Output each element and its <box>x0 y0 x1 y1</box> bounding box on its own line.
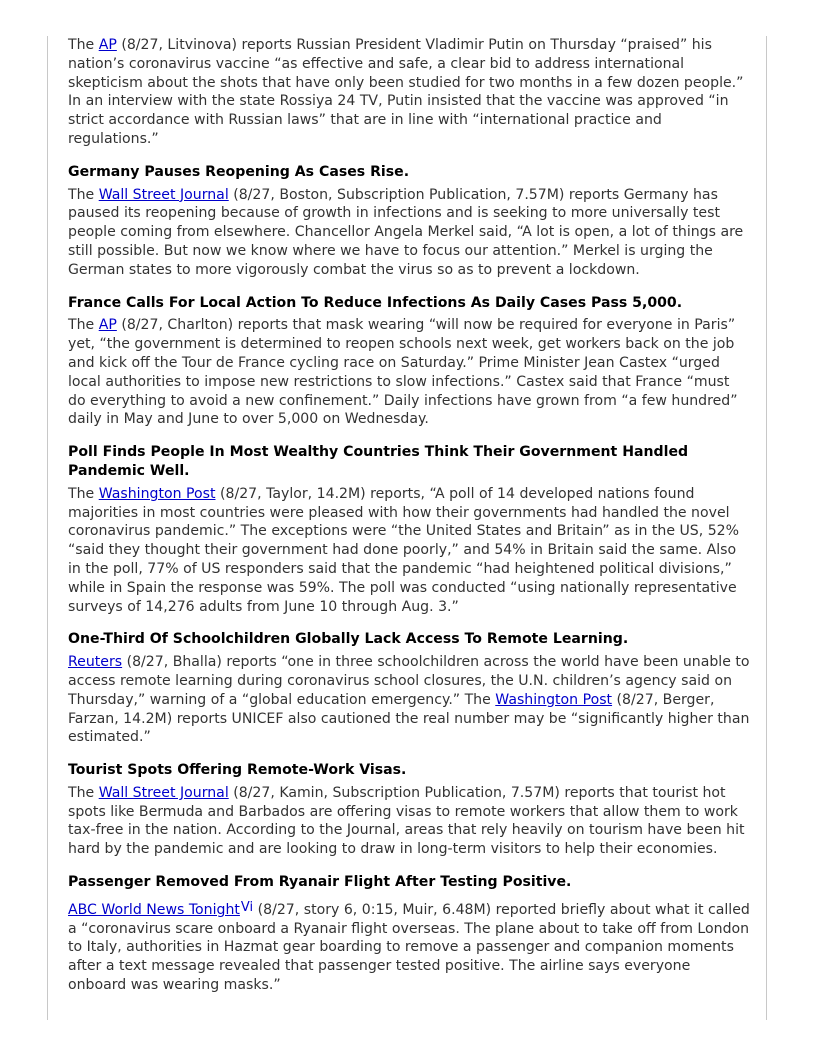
source-link-wsj[interactable]: Wall Street Journal <box>98 186 229 203</box>
headline-germany-pauses: Germany Pauses Reopening As Cases Rise. <box>68 163 410 180</box>
article-body-france: The AP (8/27, Charlton) reports that mask wearing “will now be required for everyone in Paris” yet, “the government is determined to reopen schools next week, get workers back on the job and kick off the Tour de France cycling race on Saturday.” Prime Minister Jean Castex “urged local authorities to impose new restrictions to slow infections.” Castex said that France “must do everything to avoid a new confinement.” Daily infections have grown from “a few hundred” daily in May and June to over 5,000 on Wednesday. <box>68 317 738 428</box>
headline-ryanair-passenger: Passenger Removed From Ryanair Flight After Testing Positive. <box>68 874 572 891</box>
source-link-ap[interactable]: AP <box>98 37 117 53</box>
article-body-schoolchildren: Reuters (8/27, Bhalla) reports “one in three schoolchildren across the world have been unable to access remote learning during coronavirus school closures, the U.N. children’s agency said on Thursday,” warning of a “global education emergency.” The Washington Post (8/27, Berger, Farzan, 14.2M) reports UNICEF also cautioned the real number may be “significantly higher than estimated.” <box>68 654 750 746</box>
headline-schoolchildren-remote-learning: One-Third Of Schoolchildren Globally Lack Access To Remote Learning. <box>68 631 629 648</box>
source-link-washington-post[interactable]: Washington Post <box>495 691 613 708</box>
video-link[interactable]: Vi <box>240 899 254 915</box>
source-link-reuters[interactable]: Reuters <box>68 654 123 671</box>
news-content <box>68 36 750 995</box>
article-body-putin-vaccine: The AP (8/27, Litvinova) reports Russian President Vladimir Putin on Thursday “praised” his nation’s coronavirus vaccine “as effective and safe, a clear bid to address international skepticism about the shots that have only been studied for two months in a few dozen people.” In an interview with the state Rossiya 24 TV, Putin insisted that the vaccine was approved “in strict accordance with Russian laws” that are in line with “international practice and regulations.” <box>68 37 744 147</box>
article-body-poll: The Washington Post (8/27, Taylor, 14.2M) reports, “A poll of 14 developed nations found majorities in most countries were pleased with how their governments had handled the novel coronavirus pandemic.” The exceptions were “the United States and Britain” as in the US, 52% “said they thought their government had done poorly,” and 54% in Britain said the same. Also in the poll, 77% of US responders said that the pandemic “had heightened political divisions,” while in Spain the response was 59%. The poll was conducted “using nationally representative surveys of 14,276 adults from June 10 through Aug. 3.” <box>68 485 740 615</box>
source-link-abc-world-news[interactable]: ABC World News Tonight <box>68 901 240 918</box>
article-body-germany: The Wall Street Journal (8/27, Boston, Subscription Publication, 7.57M) reports Germany has paused its reopening because of growth in infections and is seeking to more universally test people coming from elsewhere. Chancellor Angela Merkel said, “A lot is open, a lot of things are still possible. But now we know where we have to focus our attention.” Merkel is urging the German states to more vigorously combat the virus so as to prevent a lockdown. <box>68 186 744 278</box>
article-body-visas: The Wall Street Journal (8/27, Kamin, Subscription Publication, 7.57M) reports that tourist hot spots like Bermuda and Barbados are offering visas to remote workers that allow them to work tax-free in the nation. According to the Journal, areas that rely heavily on tourism have been hit hard by the pandemic and are looking to draw in long-term visitors to help their economies. <box>68 784 745 858</box>
headline-poll-wealthy-countries: Poll Finds People In Most Wealthy Countries Think Their Government Handled Pandemic Well. <box>68 444 689 479</box>
source-link-wsj[interactable]: Wall Street Journal <box>98 784 229 801</box>
headline-remote-work-visas: Tourist Spots Offering Remote-Work Visas. <box>68 762 407 779</box>
source-link-washington-post[interactable]: Washington Post <box>98 485 216 502</box>
source-link-ap[interactable]: AP <box>98 317 117 334</box>
article-body-ryanair: ABC World News TonightVi (8/27, story 6, 0:15, Muir, 6.48M) reported briefly about what it called a “coronavirus scare onboard a Ryanair flight overseas. The plane about to take off from London to Italy, authorities in Hazmat gear boarding to remove a passenger and companion moments after a text message revealed that passenger tested positive. The airline says everyone onboard was wearing masks.” <box>68 899 750 994</box>
headline-france-local-action: France Calls For Local Action To Reduce Infections As Daily Cases Pass 5,000. <box>68 294 683 311</box>
